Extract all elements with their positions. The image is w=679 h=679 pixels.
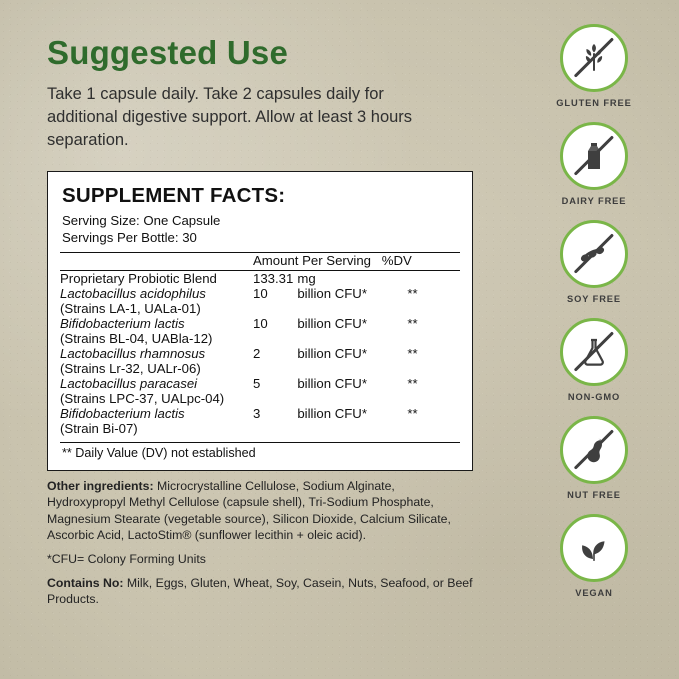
row-amount: 10 bbox=[253, 315, 268, 331]
header-percent-dv: %DV bbox=[381, 252, 412, 268]
dv-footnote: ** Daily Value (DV) not established bbox=[62, 445, 256, 460]
row-strains: (Strains BL-04, UABla-12) bbox=[60, 330, 213, 346]
row-amount: 2 bbox=[253, 345, 261, 361]
suggested-use-text: Take 1 capsule daily. Take 2 capsules daily for additional digestive support. Allow at least 3 hours separation. bbox=[47, 84, 413, 150]
label-content-column bbox=[47, 36, 520, 615]
table-row bbox=[60, 316, 460, 331]
badge-circle bbox=[560, 220, 628, 288]
table-row bbox=[60, 286, 460, 301]
row-unit: billion CFU* bbox=[297, 285, 367, 301]
table-row bbox=[60, 406, 460, 421]
badge-label: GLUTEN FREE bbox=[556, 98, 632, 108]
row-dv: ** bbox=[407, 375, 418, 391]
table-row bbox=[60, 376, 460, 391]
certification-badge-rail bbox=[539, 24, 649, 598]
contains-no-text: Milk, Eggs, Gluten, Wheat, Soy, Casein, Nuts, Seafood, or Beef Products. bbox=[47, 575, 473, 607]
row-name: Bifidobacterium lactis bbox=[60, 315, 185, 331]
row-dv: ** bbox=[407, 345, 418, 361]
row-dv: ** bbox=[407, 405, 418, 421]
row-name: Lactobacillus paracasei bbox=[60, 375, 198, 391]
badge-nut-free bbox=[544, 416, 644, 500]
row-name: Proprietary Probiotic Blend bbox=[60, 270, 217, 286]
table-row bbox=[60, 271, 460, 286]
contains-no-label: Contains No: bbox=[47, 575, 124, 590]
badge-circle bbox=[560, 24, 628, 92]
badge-label: NON-GMO bbox=[567, 392, 621, 402]
row-unit: billion CFU* bbox=[297, 315, 367, 331]
table-subrow bbox=[60, 361, 460, 376]
serving-size: Serving Size: One Capsule bbox=[62, 212, 221, 228]
row-amount: 133.31 bbox=[253, 270, 294, 286]
supplement-facts-title: SUPPLEMENT FACTS: bbox=[62, 183, 286, 207]
header-blank bbox=[60, 253, 253, 268]
badge-label: VEGAN bbox=[575, 588, 613, 598]
nutrition-rows bbox=[60, 271, 460, 436]
other-ingredients-paragraph bbox=[47, 478, 473, 544]
badge-soy-free bbox=[544, 220, 644, 304]
row-strains: (Strains LA-1, UALa-01) bbox=[60, 300, 201, 316]
badge-dairy-free bbox=[544, 122, 644, 206]
row-unit: mg bbox=[297, 270, 316, 286]
row-amount: 5 bbox=[253, 375, 261, 391]
table-subrow bbox=[60, 391, 460, 406]
row-dv: ** bbox=[407, 315, 418, 331]
row-strains: (Strains LPC-37, UALpc-04) bbox=[60, 390, 225, 406]
divider-bottom bbox=[60, 442, 460, 443]
row-dv: ** bbox=[407, 285, 418, 301]
cfu-note: *CFU= Colony Forming Units bbox=[47, 552, 206, 567]
other-ingredients-block bbox=[47, 478, 473, 608]
contains-no-paragraph bbox=[47, 575, 473, 608]
nutrition-table bbox=[60, 253, 460, 268]
row-name: Lactobacillus acidophilus bbox=[60, 285, 206, 301]
table-subrow bbox=[60, 421, 460, 436]
page-title: Suggested Use bbox=[47, 34, 288, 71]
supplement-facts-panel bbox=[47, 171, 473, 471]
row-unit: billion CFU* bbox=[297, 345, 367, 361]
servings-per-bottle: Servings Per Bottle: 30 bbox=[62, 229, 197, 245]
row-strains: (Strain Bi-07) bbox=[60, 420, 138, 436]
row-unit: billion CFU* bbox=[297, 405, 367, 421]
badge-circle bbox=[560, 318, 628, 386]
badge-circle bbox=[560, 416, 628, 484]
other-ingredients-text: Microcrystalline Cellulose, Sodium Alginate, Hydroxypropyl Methyl Cellulose (capsule shell), Tri-Sodium Phosphate, Magnesium Stearate (vegetable source), Silicon Dioxide, Calcium Silicate, Ascorbic Acid, LactoStim® (sunflower lecithin + oleic acid). bbox=[47, 478, 451, 543]
badge-non-gmo bbox=[544, 318, 644, 402]
row-name: Lactobacillus rhamnosus bbox=[60, 345, 206, 361]
row-strains: (Strains Lr-32, UALr-06) bbox=[60, 360, 201, 376]
row-dv bbox=[407, 271, 460, 286]
table-header-row bbox=[60, 253, 460, 268]
table-subrow bbox=[60, 331, 460, 346]
badge-label: SOY FREE bbox=[566, 294, 622, 304]
row-amount: 10 bbox=[253, 285, 268, 301]
table-subrow bbox=[60, 301, 460, 316]
row-unit: billion CFU* bbox=[297, 375, 367, 391]
badge-circle bbox=[560, 514, 628, 582]
leaf-icon bbox=[577, 531, 611, 565]
header-amount-per-serving: Amount Per Serving bbox=[253, 252, 372, 268]
badge-vegan bbox=[544, 514, 644, 598]
row-amount: 3 bbox=[253, 405, 261, 421]
badge-label: DAIRY FREE bbox=[561, 196, 627, 206]
other-ingredients-label: Other ingredients: bbox=[47, 478, 154, 493]
table-row bbox=[60, 346, 460, 361]
badge-gluten-free bbox=[544, 24, 644, 108]
badge-label: NUT FREE bbox=[567, 490, 621, 500]
row-name: Bifidobacterium lactis bbox=[60, 405, 185, 421]
badge-circle bbox=[560, 122, 628, 190]
